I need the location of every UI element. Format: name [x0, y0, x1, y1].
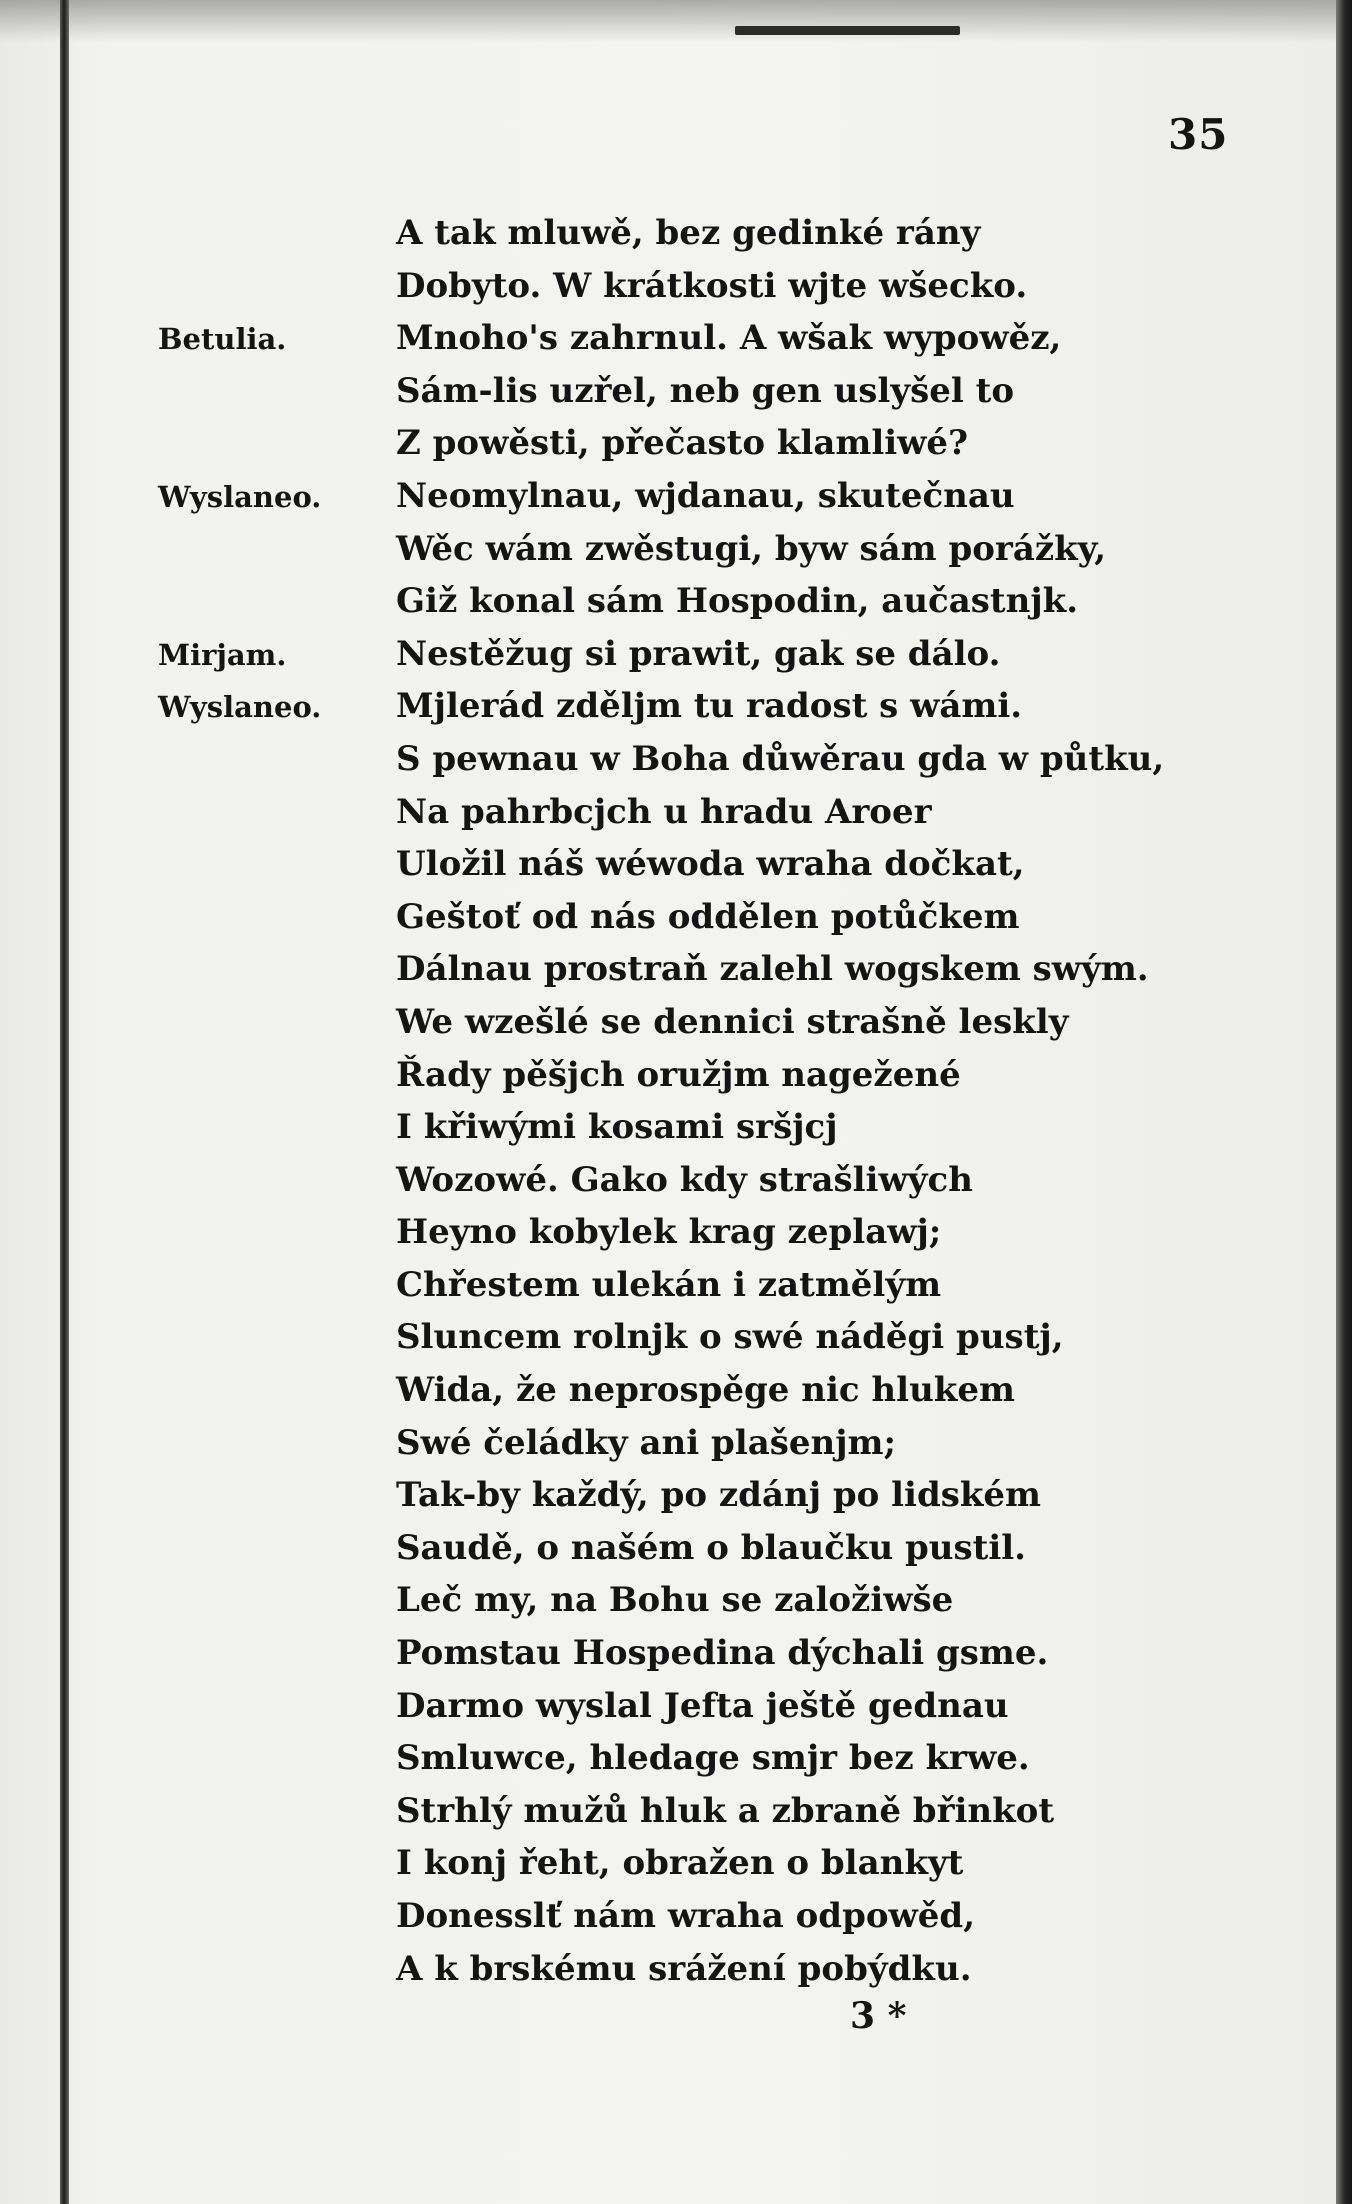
speaker-label: Mirjam. — [158, 638, 287, 672]
verse-line: S pewnau w Boha důwěrau gda w půtku, — [396, 738, 1165, 779]
verse-line: Swé čeládky ani plašenjm; — [396, 1422, 897, 1463]
verse-line: Leč my, na Bohu se založiwše — [396, 1580, 954, 1621]
verse-line: Darmo wyslal Jefta ještě gednau — [396, 1685, 1009, 1726]
verse-line: Giž konal sám Hospodin, aučastnjk. — [396, 581, 1079, 622]
verse-line: Dálnau prostraň zalehl wogskem swým. — [396, 949, 1149, 990]
verse-line: A tak mluwě, bez gedinké rány — [396, 213, 981, 253]
verse-line: Wida, že neprospěge nic hlukem — [396, 1370, 1015, 1411]
verse-line: Na pahrbcjch u hradu Aroer — [396, 791, 932, 832]
verse-line: Z powěsti, přečasto klamliwé? — [396, 423, 968, 464]
top-scan-shadow — [0, 0, 1352, 42]
speaker-label: Wyslaneo. — [158, 480, 322, 514]
verse-line: Sám-lis uzřel, neb gen uslyšel to — [396, 370, 1015, 411]
verse-line: Uložil náš wéwoda wraha dočkat, — [396, 844, 1025, 885]
verse-line: Geštoť od nás oddělen potůčkem — [396, 896, 1020, 937]
verse-line: Chřestem ulekán i zatmělým — [396, 1264, 942, 1305]
verse-line: Wozowé. Gako kdy strašliwých — [396, 1159, 973, 1200]
verse-line: A k brskému srážení pobýdku. — [396, 1948, 972, 1989]
verse-line: Saudě, o našém o blaučku pustil. — [396, 1527, 1027, 1568]
verse-line: Řady pěšjch oružjm nagežené — [396, 1054, 961, 1095]
verse-line: Heyno kobylek krag zeplawj; — [396, 1212, 942, 1253]
verse-line: Neomylnau, wjdanau, skutečnau — [396, 475, 1015, 516]
verse-line: Strhlý mužů hluk a zbraně břinkot — [396, 1790, 1055, 1831]
verse-line: Smluwce, hledage smjr bez krwe. — [396, 1738, 1030, 1779]
verse-line: Donesslť nám wraha odpowěd, — [396, 1896, 976, 1936]
verse-line: I křiwými kosami sršjcj — [396, 1107, 838, 1148]
verse-line: I konj řeht, obražen o blankyt — [396, 1843, 964, 1884]
top-ink-mark — [735, 26, 960, 35]
verse-line: Sluncem rolnjk o swé náděgi pustj, — [396, 1317, 1064, 1358]
signature-mark: 3 * — [850, 1995, 907, 2037]
verse-line: Pomstau Hospedina dýchali gsme. — [396, 1633, 1049, 1674]
verse-line: Wěc wám zwěstugi, byw sám porážky, — [396, 528, 1107, 569]
verse-line: We wzešlé se dennici strašně leskly — [396, 1001, 1069, 1042]
speaker-label: Wyslaneo. — [158, 690, 322, 724]
speaker-label: Betulia. — [158, 322, 287, 356]
verse-line: Dobyto. W krátkosti wjte wšecko. — [396, 265, 1028, 306]
page-number: 35 — [1168, 110, 1229, 159]
verse-line: Mjlerád zděljm tu radost s wámi. — [396, 686, 1023, 727]
page-right-edge — [1336, 0, 1352, 2204]
verse-block — [396, 207, 1176, 1995]
verse-line: Mnoho's zahrnul. A wšak wypowěz, — [396, 318, 1062, 359]
verse-line: Tak-by každý, po zdánj po lidském — [396, 1475, 1042, 1516]
verse-line: Nestěžug si prawit, gak se dálo. — [396, 633, 1001, 674]
binding-gutter — [60, 0, 69, 2204]
